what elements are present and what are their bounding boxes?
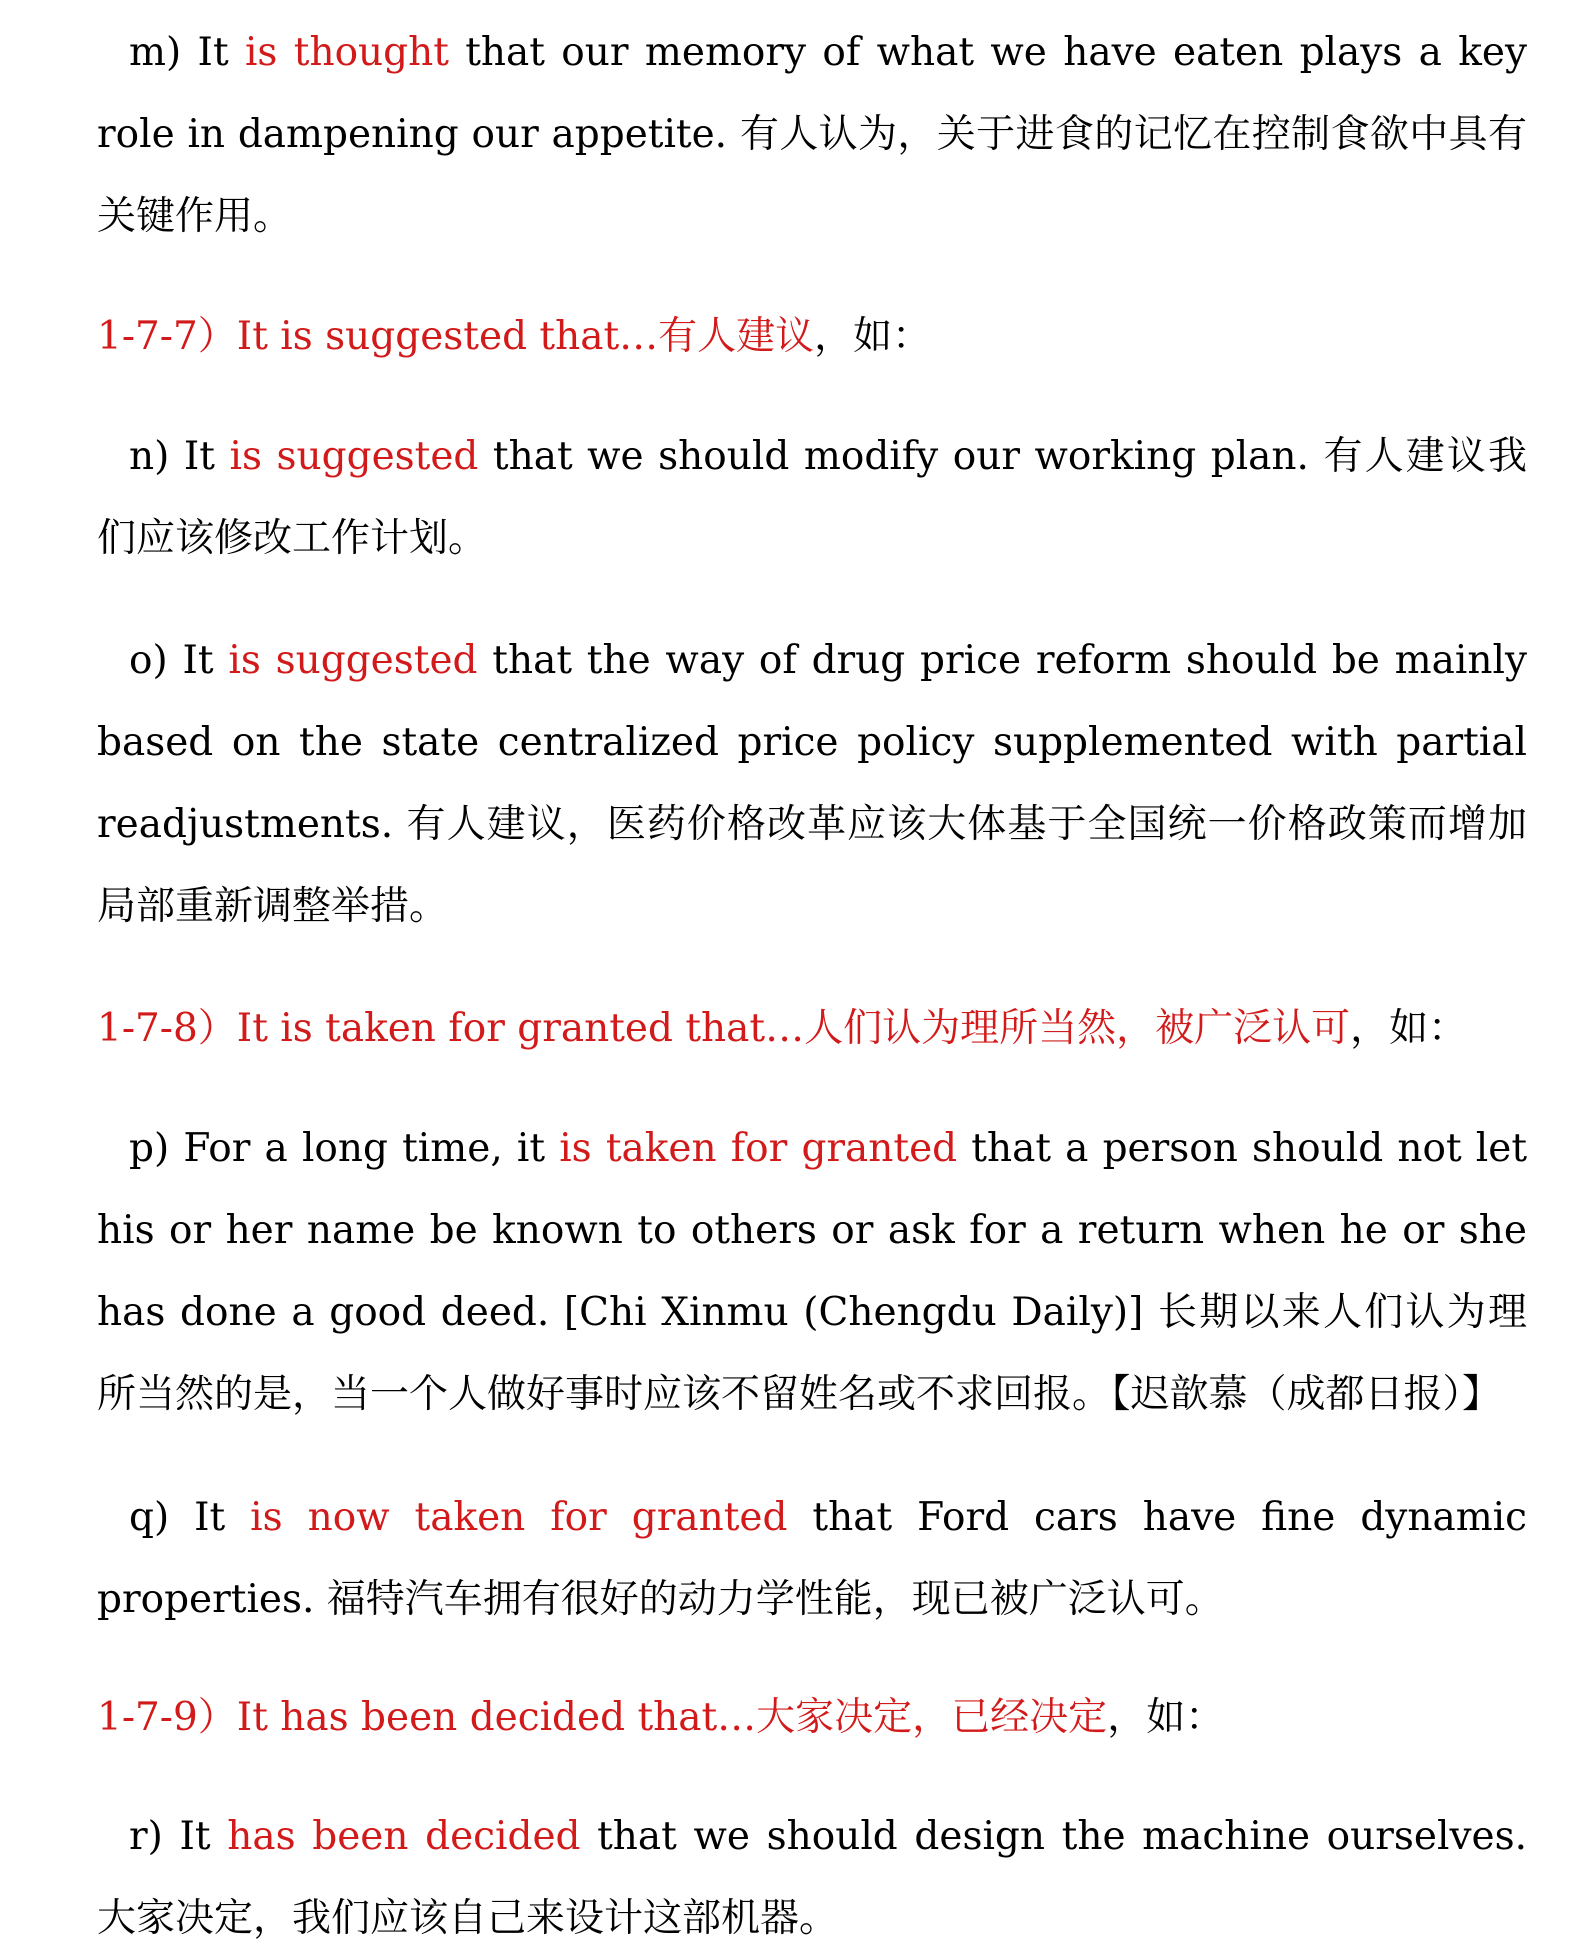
example-o (97, 620, 1527, 948)
example-r-prefix: r) It (129, 1814, 228, 1859)
example-r-highlight: has been decided (227, 1814, 581, 1859)
example-q-text: that Ford cars have fine dynamic properties. 福特汽车拥有很好的动力学性能，现已被广泛认可。 (97, 1495, 1527, 1622)
example-r-text: that we should design the machine ourselves. 大家决定，我们应该自己来设计这部机器。 (97, 1814, 1527, 1941)
example-n-prefix: n) It (129, 434, 230, 479)
example-p (97, 1108, 1527, 1436)
example-q-highlight: is now taken for granted (250, 1495, 788, 1540)
section-heading-1-7-9 (97, 1677, 1527, 1759)
example-m-highlight: is thought (244, 30, 449, 75)
example-n-text: that we should modify our working plan. 有人建议我们应该修改工作计划。 (97, 434, 1528, 561)
example-o-prefix: o) It (129, 638, 229, 683)
section-heading-1-7-8 (97, 988, 1527, 1070)
heading-1-7-7-title: 1-7-7）It is suggested that…有人建议 (97, 314, 815, 359)
heading-1-7-8-suffix: ，如： (1350, 1006, 1468, 1051)
example-p-prefix: p) For a long time, it (129, 1126, 560, 1171)
example-m-prefix: m) It (129, 30, 245, 75)
example-q (97, 1477, 1527, 1641)
example-m (97, 12, 1527, 258)
heading-1-7-9-title: 1-7-9）It has been decided that…大家决定，已经决定 (97, 1695, 1108, 1740)
example-m-text: that our memory of what we have eaten plays a key role in dampening our appetite. 有人认为，关于进食的记忆在控制食欲中具有关键作用。 (97, 30, 1527, 239)
example-o-highlight: is suggested (228, 638, 478, 683)
section-heading-1-7-7 (97, 296, 1527, 378)
heading-1-7-7-suffix: ，如： (814, 314, 932, 359)
example-p-highlight: is taken for granted (559, 1126, 958, 1171)
example-q-prefix: q) It (129, 1495, 251, 1540)
example-p-text: that a person should not let his or her name be known to others or ask for a return when he or she has done a good deed. [Chi Xinmu (Chengdu Daily)] 长期以来人们认为理所当然的是，当一个人做好事时应该不留姓名或不求回报。【迟歆慕（成都日报）】 (97, 1126, 1528, 1417)
example-n (97, 416, 1527, 580)
example-r (97, 1796, 1527, 1960)
example-n-highlight: is suggested (229, 434, 479, 479)
heading-1-7-9-suffix: ，如： (1107, 1695, 1225, 1740)
example-o-text: that the way of drug price reform should be mainly based on the state centralized price policy supplemented with partial readjustments. 有人建议，医药价格改革应该大体基于全国统一价格政策而增加局部重新调整举措。 (97, 638, 1527, 929)
heading-1-7-8-title: 1-7-8）It is taken for granted that…人们认为理所当然，被广泛认可 (97, 1006, 1351, 1051)
